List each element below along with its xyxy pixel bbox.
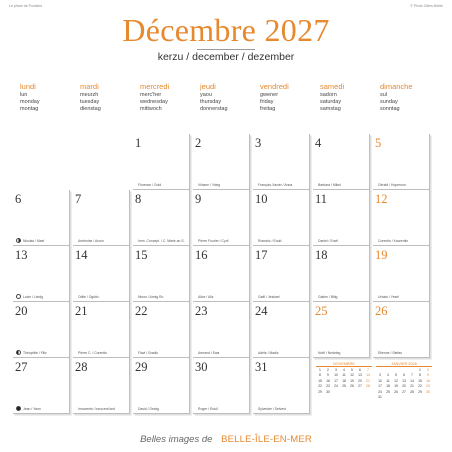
saint-name: Etienne / Stefan <box>378 351 403 355</box>
mini-calendar-day: 4 <box>387 373 389 378</box>
saint-name: Gaël / Jeskael <box>258 295 280 299</box>
day-translation: dienstag <box>80 105 101 112</box>
day-cell[interactable] <box>313 134 370 190</box>
day-cell[interactable] <box>373 302 430 358</box>
saint-name: Théophile / Filiz <box>23 351 47 355</box>
day-number: 9 <box>195 192 202 206</box>
day-number: 24 <box>255 304 268 318</box>
day-header-3 <box>200 83 260 113</box>
day-number: 2 <box>195 136 202 150</box>
mini-calendar-day: 5 <box>351 368 353 372</box>
day-header-4 <box>260 83 320 113</box>
day-translation: sonntag <box>380 105 400 112</box>
day-number: 31 <box>255 360 268 374</box>
day-header-1 <box>80 83 140 113</box>
mini-calendar-day: 28 <box>410 389 414 394</box>
mini-calendar-day: 26 <box>350 384 354 389</box>
mini-calendar-day: 27 <box>358 384 362 389</box>
day-number: 20 <box>15 304 28 318</box>
saint-name: Gérald / Hopernon <box>378 183 406 187</box>
mini-calendar-1 <box>376 362 432 400</box>
day-cell[interactable] <box>133 302 190 358</box>
day-number: 5 <box>375 136 382 150</box>
saint-name: Viviane / Yoleg <box>198 183 221 187</box>
mini-calendar-day: 19 <box>350 378 354 383</box>
day-cell[interactable] <box>193 190 250 246</box>
saint-name: Innocents / Innocent ked <box>78 407 115 411</box>
mini-calendar-day: 16 <box>326 378 330 383</box>
day-cell[interactable] <box>133 134 190 190</box>
mini-calendar-day <box>384 395 392 400</box>
day-number: 19 <box>375 248 388 262</box>
day-number: 13 <box>15 248 28 262</box>
mini-calendar-day: 1 <box>319 368 321 372</box>
mini-calendar-day: 30 <box>326 389 330 394</box>
day-translation: sunday <box>380 98 398 105</box>
saint-name: Corentin / Kaurentin <box>378 239 409 243</box>
day-number: 30 <box>195 360 208 374</box>
day-translation: monday <box>20 98 40 105</box>
day-number: 7 <box>75 192 82 206</box>
mini-calendar-title: JANVIER 2028 <box>376 362 432 367</box>
mini-calendar-day: 22 <box>318 384 322 389</box>
day-header-2 <box>140 83 200 113</box>
mini-calendar-day: 12 <box>394 378 398 383</box>
mini-calendar-day: 20 <box>358 378 362 383</box>
day-name: dimanche <box>380 82 413 91</box>
day-cell[interactable] <box>13 302 70 358</box>
day-header-0 <box>20 83 80 113</box>
mini-calendar-day: 5 <box>395 373 397 378</box>
photo-credit: © Photo Gilles Brière <box>410 4 443 8</box>
moon-phase-icon <box>16 406 21 411</box>
mini-calendar-day: 29 <box>318 389 322 394</box>
mini-calendar-day: 13 <box>358 373 362 378</box>
mini-calendar-day: 15 <box>418 378 422 383</box>
day-cell[interactable] <box>133 358 190 414</box>
mini-calendar-day <box>392 395 400 400</box>
day-header-5 <box>320 83 380 113</box>
saint-name: Alice / Aliz <box>198 295 214 299</box>
saint-name: Barbara / Mikel <box>318 183 341 187</box>
month-subtitle: kerzu / december / dezember <box>157 51 295 63</box>
day-number: 18 <box>315 248 328 262</box>
day-number: 29 <box>135 360 148 374</box>
day-cell[interactable] <box>133 246 190 302</box>
saint-name: Adèle / Madiz <box>258 351 279 355</box>
day-translation: lun <box>20 91 28 98</box>
mini-calendar-day: 11 <box>342 373 346 378</box>
mini-calendar-day <box>364 390 372 395</box>
mini-calendar-day: 14 <box>366 373 370 378</box>
day-cell[interactable] <box>13 190 70 246</box>
day-translation: donnerstag <box>200 105 228 112</box>
saint-name: Ninon / Annig Ro <box>138 295 164 299</box>
saint-name: Pierre Fourier / Cyril <box>198 239 229 243</box>
day-cell[interactable] <box>373 246 430 302</box>
saint-name: Urbain / Yesel <box>378 295 399 299</box>
mini-calendar-day: 4 <box>343 368 345 372</box>
day-cell[interactable] <box>313 246 370 302</box>
day-cell[interactable] <box>73 190 130 246</box>
day-number: 8 <box>135 192 142 206</box>
day-cell[interactable] <box>373 190 430 246</box>
day-cell[interactable] <box>193 358 250 414</box>
day-translation: meurzh <box>80 91 99 98</box>
day-cell[interactable] <box>253 134 310 190</box>
mini-calendar-day: 25 <box>386 389 390 394</box>
day-number: 22 <box>135 304 148 318</box>
day-translation: samstag <box>320 105 341 112</box>
mini-calendar-day: 20 <box>402 384 406 389</box>
mini-calendar-day: 23 <box>326 384 330 389</box>
moon-phase-icon <box>16 350 21 355</box>
mini-calendar-day: 11 <box>386 378 390 383</box>
mini-calendar-day: 10 <box>378 378 382 383</box>
mini-calendar-day: 27 <box>402 389 406 394</box>
mini-calendar-day: 29 <box>418 389 422 394</box>
mini-calendar-day <box>332 390 340 395</box>
day-translation: tuesday <box>80 98 100 105</box>
moon-phase-icon <box>16 294 21 299</box>
footer <box>0 434 452 445</box>
saint-name: Armand / Ewa <box>198 351 220 355</box>
mini-calendar-day <box>416 395 424 400</box>
moon-phase-icon <box>16 238 21 243</box>
month-title: Décembre 2027 <box>122 12 330 48</box>
mini-calendar-title: NOVEMBRE <box>316 362 372 367</box>
day-cell[interactable] <box>253 302 310 358</box>
title-underline <box>197 49 255 50</box>
day-number: 14 <box>75 248 88 262</box>
mini-calendar-day <box>340 390 348 395</box>
day-number: 16 <box>195 248 208 262</box>
mini-calendar-day: 18 <box>386 384 390 389</box>
saint-name: David / Dewig <box>138 407 159 411</box>
day-cell[interactable] <box>313 190 370 246</box>
mini-calendar-day: 8 <box>419 373 421 378</box>
day-number: 11 <box>315 192 328 206</box>
mini-calendar-day: 9 <box>427 373 429 378</box>
mini-calendar-day: 21 <box>366 378 370 383</box>
day-name: jeudi <box>200 82 216 91</box>
day-translation: yaou <box>200 91 212 98</box>
mini-calendar-day: 1 <box>419 368 421 372</box>
saint-name: Pierre C. / Corentin <box>78 351 108 355</box>
day-cell[interactable] <box>13 246 70 302</box>
mini-calendar-day <box>400 395 408 400</box>
day-number: 1 <box>135 136 142 150</box>
day-cell[interactable] <box>253 358 310 414</box>
day-number: 15 <box>135 248 148 262</box>
mini-calendar-day: 14 <box>410 378 414 383</box>
footer-brand: BELLE-ÎLE-EN-MER <box>221 434 312 445</box>
day-translation: montag <box>20 105 39 112</box>
mini-calendar-day: 30 <box>426 389 430 394</box>
mini-calendar-day <box>408 395 416 400</box>
mini-calendar-day: 8 <box>319 373 321 378</box>
mini-calendar-day: 19 <box>394 384 398 389</box>
day-cell[interactable] <box>193 134 250 190</box>
day-cell[interactable] <box>313 302 370 358</box>
day-translation: freitag <box>260 105 276 112</box>
day-translation: sul <box>380 91 388 98</box>
mini-calendar-day: 17 <box>378 384 382 389</box>
day-cell[interactable] <box>73 358 130 414</box>
day-cell[interactable] <box>253 190 310 246</box>
mini-calendar-day: 31 <box>378 395 382 400</box>
mini-calendar-day: 17 <box>334 378 338 383</box>
mini-calendar-day: 6 <box>403 373 405 378</box>
day-number: 26 <box>375 304 388 318</box>
mini-calendar-day: 21 <box>410 384 414 389</box>
mini-calendar-day: 28 <box>366 384 370 389</box>
day-number: 12 <box>375 192 388 206</box>
mini-calendar-day: 18 <box>342 378 346 383</box>
day-cell[interactable] <box>373 134 430 190</box>
mini-calendar-day: 23 <box>426 384 430 389</box>
day-cell[interactable] <box>133 190 190 246</box>
day-name: mercredi <box>140 82 170 91</box>
day-number: 10 <box>255 192 268 206</box>
saint-name: Gatien / Bitig <box>318 295 338 299</box>
mini-calendar-day: 22 <box>418 384 422 389</box>
day-cell[interactable] <box>73 246 130 302</box>
saint-name: Odile / Ogidin <box>78 295 99 299</box>
saint-name: Jean / Yann <box>23 407 41 411</box>
mini-calendar-day: 6 <box>359 368 361 372</box>
day-translation: thursday <box>200 98 222 105</box>
day-number: 6 <box>15 192 22 206</box>
mini-calendar-day: 24 <box>378 389 382 394</box>
saint-name: Romaric / Eodd <box>258 239 282 243</box>
mini-calendar-day: 12 <box>350 373 354 378</box>
day-header-6 <box>380 83 440 113</box>
saint-name: Lucie / Liedig <box>23 295 43 299</box>
day-cell[interactable] <box>193 302 250 358</box>
saint-name: Sylvestre / Selvest <box>258 407 286 411</box>
mini-calendar-day: 9 <box>327 373 329 378</box>
mini-calendar-day: 7 <box>411 373 413 378</box>
photo-caption: Le phare de Poulains <box>9 4 43 8</box>
day-number: 17 <box>255 248 268 262</box>
day-translation: mittwoch <box>140 105 162 112</box>
mini-calendar-day: 10 <box>334 373 338 378</box>
footer-label: Belles images de <box>140 434 213 445</box>
day-name: samedi <box>320 82 345 91</box>
mini-calendar-day: 2 <box>327 368 329 372</box>
day-number: 25 <box>315 304 328 318</box>
saint-name: Noël / Nedeleg <box>318 351 341 355</box>
saint-name: Flavi / Gradlo <box>138 351 159 355</box>
day-number: 3 <box>255 136 262 150</box>
mini-calendar-day: 3 <box>379 373 381 378</box>
day-number: 28 <box>75 360 88 374</box>
saint-name: Imm. Concept. / C. Marie an S. <box>138 239 185 243</box>
day-number: 4 <box>315 136 322 150</box>
day-translation: saturday <box>320 98 342 105</box>
day-cell[interactable] <box>253 246 310 302</box>
day-cell[interactable] <box>193 246 250 302</box>
mini-calendar-day: 7 <box>367 368 369 372</box>
day-translation: wednesday <box>140 98 168 105</box>
saint-name: Roger / Roull <box>198 407 218 411</box>
day-translation: gwener <box>260 91 279 98</box>
mini-calendar-day: 2 <box>427 368 429 372</box>
day-number: 23 <box>195 304 208 318</box>
mini-calendar-day: 26 <box>394 389 398 394</box>
saint-name: Ambroise / Arzon <box>78 239 104 243</box>
day-number: 21 <box>75 304 88 318</box>
mini-calendar-day: 3 <box>335 368 337 372</box>
day-number: 27 <box>15 360 28 374</box>
saint-name: Florence / Gold <box>138 183 162 187</box>
saint-name: François-Xavier / Anna <box>258 183 293 187</box>
day-name: vendredi <box>260 82 289 91</box>
mini-calendar-day <box>348 390 356 395</box>
day-cell[interactable] <box>73 302 130 358</box>
day-name: lundi <box>20 82 36 91</box>
mini-calendar-day: 13 <box>402 378 406 383</box>
day-translation: friday <box>260 98 274 105</box>
day-name: mardi <box>80 82 99 91</box>
day-translation: merc'her <box>140 91 162 98</box>
mini-calendar-day <box>424 395 432 400</box>
saint-name: Nicolas / Mael <box>23 239 45 243</box>
mini-calendar-day: 24 <box>334 384 338 389</box>
day-translation: sadorn <box>320 91 337 98</box>
mini-calendar-day <box>356 390 364 395</box>
saint-name: Daniel / Erwil <box>318 239 338 243</box>
mini-calendar-day: 15 <box>318 378 322 383</box>
mini-calendar-day: 25 <box>342 384 346 389</box>
day-cell[interactable] <box>13 358 70 414</box>
mini-calendar-0 <box>316 362 372 395</box>
mini-calendar-day: 16 <box>426 378 430 383</box>
